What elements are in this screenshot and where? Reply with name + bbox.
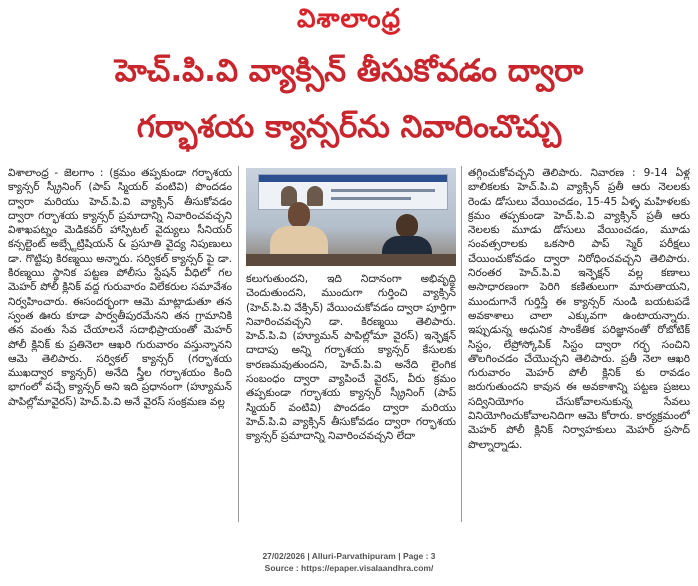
article-column-2 xyxy=(246,272,456,524)
article-column-3 xyxy=(468,166,690,518)
column-1-text: విశాలాంధ్ర - జెలగాం : (క్రమం తప్పకుండా గర్భాశయ క్యాన్సర్ స్క్రీనింగ్ (పాప్ స్మియర్ వంటివి) పొందడం ద్వారా మరియు హెచ్.పి.వి వ్యాక్సిన్ తీసుకోవడం ద్వారా గర్భాశయ క్యాన్సర్ ప్రమాదాన్ని నివారించవచ్చని విశాఖపట్నం మెడికవర్ హాస్పిటల్ వైద్యులు సీనియర్ కన్సల్టెంట్ అబ్స్టేట్రిషియన్ & ప్రసూతి వైద్య నిపుణులు డా. గొట్టిపు కిరణ్మయి అన్నారు. సర్వికల్ క్యాన్సర్ పై డా. కిరణ్మయి స్థానిక పట్టణ పోలీసు స్టేషన్ వీధిలో గల మెహర్ పోలీ క్లినిక్ వద్ద గురువారం విలేకరుల సమావేశం నిర్వహించారు. ఈసందర్భంగా ఆమె మాట్లాడుతూ తన స్వంత ఊరు కూడా పార్వతీపురమేనని తన గ్రామానికి తన వంతు సేవ చేయాలనే సదాభిప్రాయంతో మెహర్ పోలీ క్లినిక్ కు ప్రతినెలా ఆఖరి గురువారం వస్తున్నానని ఆమె తెలిపారు. సర్వికల్ క్యాన్సర్ (గర్భాశయ ముఖద్వార క్యాన్సర్) అనేది స్త్రీల గర్భాశయం కింది భాగంలో వచ్చే క్యాన్సర్ అని ఇది ప్రధానంగా (హ్యూమన్ పాపిల్లోమావైరస్) హెచ్.పి.వి అనే వైరస్ సంక్రమణ వల్ల xyxy=(8,167,232,408)
footer-source: Source : https://epaper.visalaandhra.com/ xyxy=(264,563,434,573)
column-2-text: కలుగుతుందని, ఇది నిదానంగా అభివృద్ధి చెందుతుందని, ముందుగా గుర్తించి వ్యాక్సిన్ (హెచ్.పి.వి వేక్సిన్) వేయించుకోవడం ద్వారా పూర్తిగా నివారించవచ్చని డా. కిరణ్మయి తెలిపారు. హెచ్.పి.వి (హ్యూమన్ పాపిల్లోమా వైరస్) ఇన్ఫెక్షన్ దాదాపు అన్ని గర్భాశయ క్యాన్సర్ కేసులకు కారణమవుతుందని, హెచ్.పి.వి అనేది లైంగిక సంబంధం ద్వారా వ్యాపించే వైరస్, వీరు క్రమం తప్పకుండా గర్భాశయ క్యాన్సర్ స్క్రీనింగ్ (పాప్ స్మియర్ వంటివి) పొందడం ద్వారా మరియు హెచ్.పి.వి వ్యాక్సిన్ తీసుకోవడం ద్వారా గర్భాశయ క్యాన్సర్ ప్రమాదాన్ని నివారించవచ్చని లేదా xyxy=(246,273,456,443)
masthead xyxy=(0,2,698,36)
table xyxy=(246,254,456,266)
masthead-logo: విశాలాంధ్ర xyxy=(297,4,401,34)
column-divider xyxy=(238,166,239,522)
column-divider xyxy=(461,166,462,522)
article-column-1 xyxy=(8,166,232,526)
column-3-text: తగ్గించుకోవచ్చని తెలిపారు. నివారణ : 9-14 ఏళ్ల బాలికలకు హెచ్.పి.వి వ్యాక్సిన్ ప్రతీ ఆరు నెలలకు రెండు డోసులు వేయించడం, 15-45 ఏళ్ళ మహిళలకు క్రమం తప్పకుండా హెచ్.పి.వి వ్యాక్సిన్ ప్రతీ ఆరు నెలలకు మూడు డోసులు వేయించడం, మూడు సంవత్సరాలకు ఒకసారి పాప్ స్మెర్ పరీక్షలు చేయించుకోవడం ద్వారా నిరోధించవచ్చని తెలిపారు. నిరంతర హెచ్.పి.వి ఇన్ఫెక్షన్ వల్ల కణాలు అసాధారణంగా పెరిగి కణితులుగా మారుతాయని, ముందుగానే గుర్తిస్తే ఈ క్యాన్సర్ నుండి బయటపడే అవకాశాలు చాలా ఎక్కువగా ఉంటాయన్నారు. ఇప్పుడున్న అధునిక సాంకేతిక పరిజ్ఞానంతో రోబోటిక్ సిస్టం, లేప్రోస్కోపిక్ సిస్టం ద్వారా గర్భ సంచిని తొలగించడం చేయొచ్చని తెలిపారు. ప్రతీ నెలా ఆఖరి గురువారం మెహర్ పోలీ క్లినిక్ కు రావడం జరుగుతుందని కావున ఈ అవకాశాన్ని పట్టణ ప్రజలు సద్వినియోగం చేసుకోవాలనుకున్న సేవలు వినియోగించుకోవాలనిదిగా ఆమె కోరారు. కార్యక్రమంలో మెహర్ పోలీ క్లినిక్ నిర్వాహకులు మెహర్ ప్రసాద్ పొల్నార్నాడు. xyxy=(468,167,690,451)
press-meet-photo xyxy=(246,168,456,266)
headline-line-2: గర్భాశయ క్యాన్సర్‌ను నివారించొచ్చు xyxy=(136,109,562,145)
footer-edition: 27/02/2026 | Alluri-Parvathipuram | Page : 3 xyxy=(262,551,436,561)
headline-line-1: హెచ్.పి.వి వ్యాక్సిన్ తీసుకోవడం ద్వారా xyxy=(114,53,584,89)
